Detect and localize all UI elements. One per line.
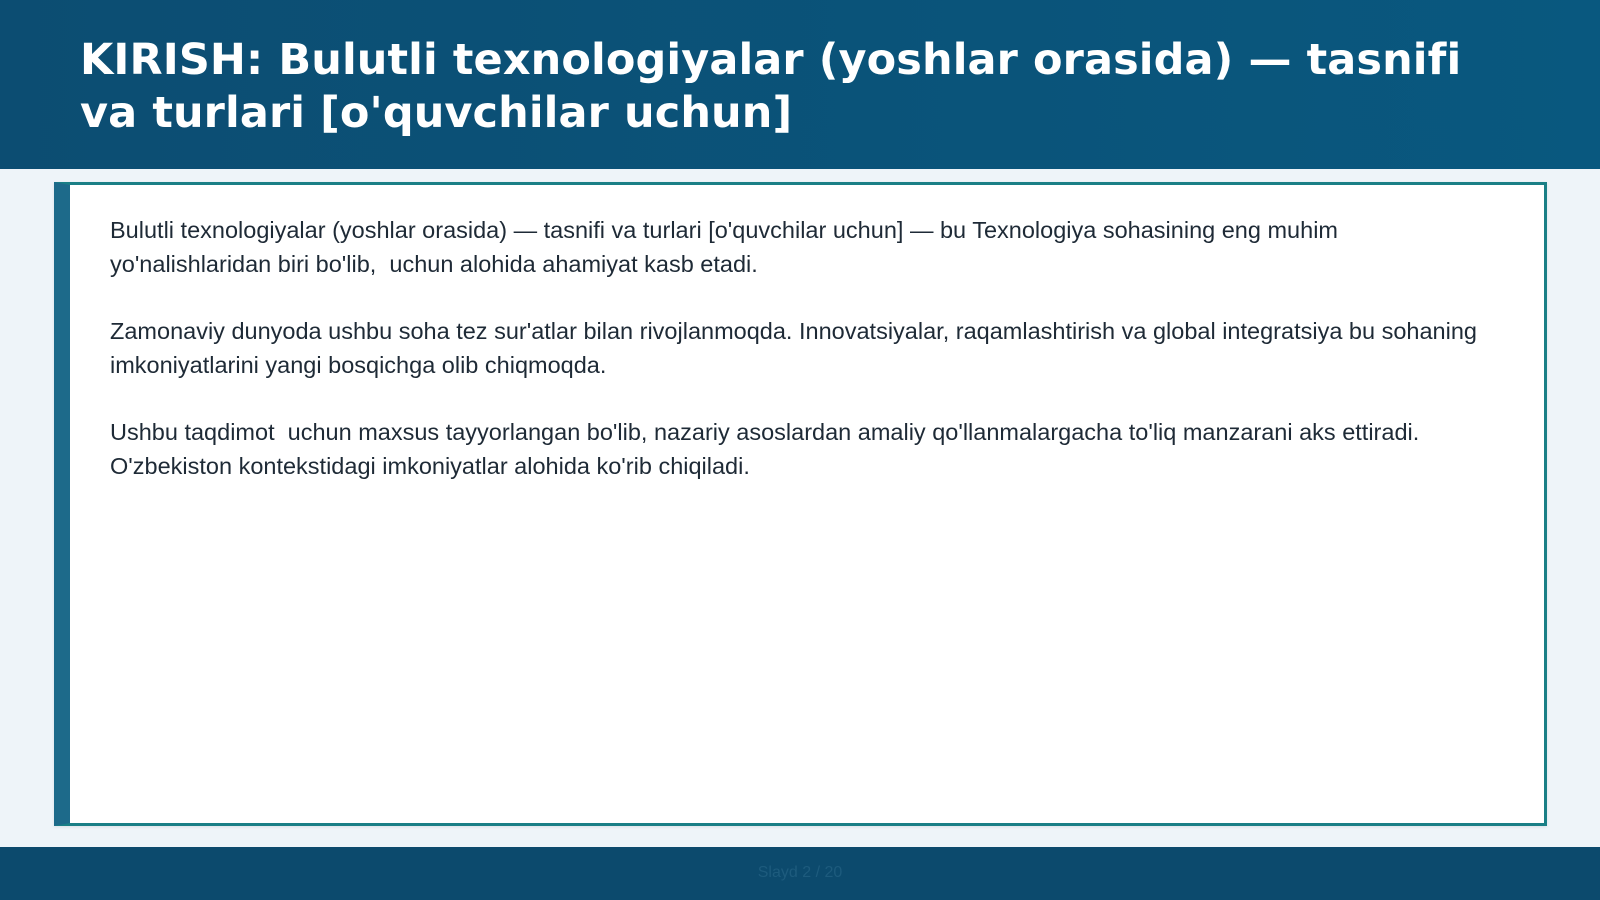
intro-paragraph-2: Zamonaviy dunyoda ushbu soha tez sur'atlar bilan rivojlanmoqda. Innovatsiyalar, raqamlashtirish va global integratsiya bu sohaning imkoniyatlarini yangi bosqichga olib chiqmoqda. xyxy=(110,318,1484,378)
slide-title: KIRISH: Bulutli texnologiyalar (yoshlar orasida) — tasnifi va turlari [o'quvchilar uchun] xyxy=(80,35,1462,138)
slide-counter: Slayd 2 / 20 xyxy=(757,864,843,881)
slide-header xyxy=(0,0,1600,169)
content-card xyxy=(54,182,1547,826)
intro-paragraph-3: Ushbu taqdimot uchun maxsus tayyorlangan bo'lib, nazariy asoslardan amaliy qo'llanmalargacha to'liq manzarani aks ettiradi. O'zbekiston kontekstidagi imkoniyatlar alohida ko'rib chiqiladi. xyxy=(110,419,1426,479)
slide-footer xyxy=(0,847,1600,900)
intro-paragraph-1: Bulutli texnologiyalar (yoshlar orasida) — tasnifi va turlari [o'quvchilar uchun] — bu Texnologiya sohasining eng muhim yo'nalishlaridan biri bo'lib, uchun alohida ahamiyat kasb etadi. xyxy=(110,217,1345,277)
content-body xyxy=(110,213,1485,516)
